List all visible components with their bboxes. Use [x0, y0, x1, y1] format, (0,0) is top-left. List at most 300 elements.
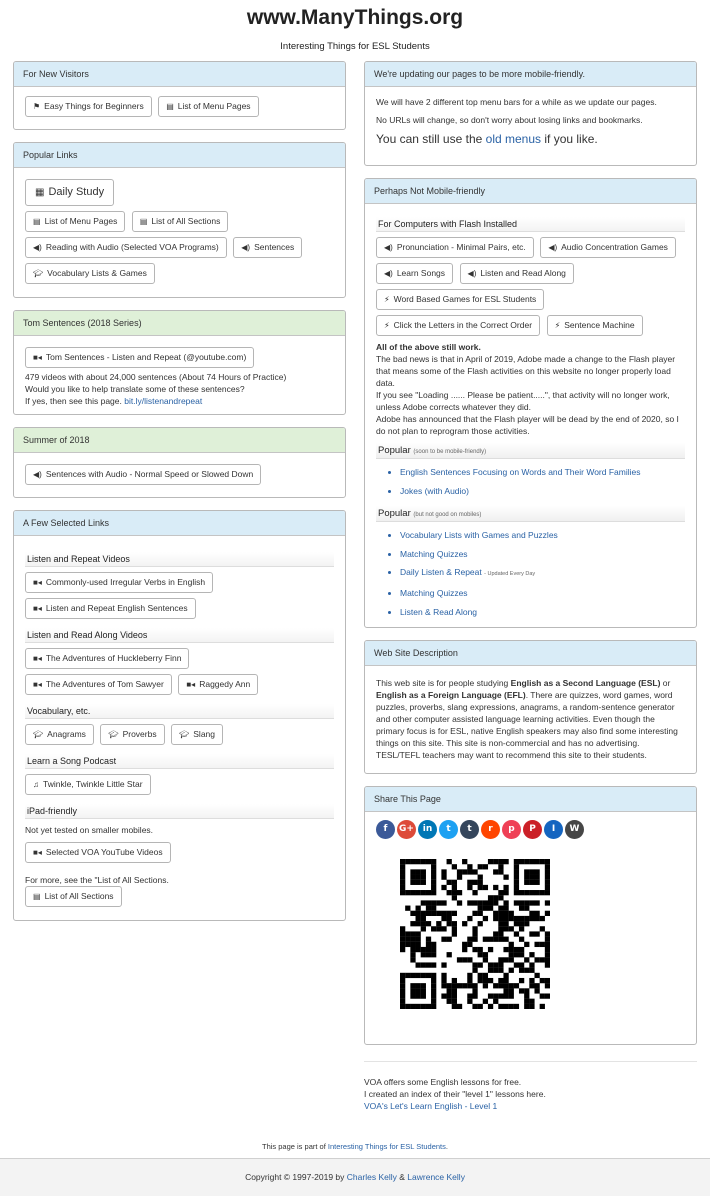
listen-read-heading: Listen and Read Along Videos [25, 628, 334, 643]
speaker-icon: ◀) [384, 243, 393, 252]
list-item[interactable]: • English Sentences Focusing on Words and Their Word Families [400, 463, 685, 482]
twitter-icon[interactable]: t [439, 820, 458, 839]
qr-module [421, 947, 426, 952]
qr-module [493, 916, 498, 921]
qr-module [472, 983, 477, 988]
qr-module [410, 937, 415, 942]
qr-module [529, 963, 534, 968]
qr-module [534, 942, 539, 947]
qr-module [400, 875, 405, 880]
qr-module [529, 978, 534, 983]
qr-module [540, 978, 545, 983]
qr-module [441, 978, 446, 983]
qr-module [514, 890, 519, 895]
qr-module [545, 864, 550, 869]
listenandrepeat-link[interactable]: bit.ly/listenandrepeat [124, 396, 203, 406]
qr-module [498, 906, 503, 911]
proverbs-button[interactable] [100, 724, 164, 745]
tom-sawyer-button[interactable] [25, 674, 172, 695]
list-item[interactable]: • Listen & Read Along [400, 603, 685, 622]
qr-module [514, 963, 519, 968]
qr-module [416, 870, 421, 875]
qr-module [540, 942, 545, 947]
qr-module [509, 988, 514, 993]
qr-module [503, 937, 508, 942]
qr-module [426, 859, 431, 864]
qr-module [498, 870, 503, 875]
qr-module [529, 911, 534, 916]
qr-module [524, 901, 529, 906]
qr-module [447, 999, 452, 1004]
qr-module [483, 978, 488, 983]
qr-module [514, 1004, 519, 1009]
qr-module [529, 901, 534, 906]
qr-module [488, 947, 493, 952]
reddit-icon[interactable]: r [481, 820, 500, 839]
speaker-icon: ◀) [33, 243, 42, 252]
twinkle-button[interactable] [25, 774, 151, 795]
list-menu-pages-button[interactable] [158, 96, 258, 117]
list-item[interactable] [400, 563, 685, 584]
tom-sentences-panel [13, 310, 346, 415]
qr-module [452, 978, 457, 983]
learn-songs-button[interactable] [376, 263, 453, 284]
qr-module [545, 952, 550, 957]
qr-module [488, 978, 493, 983]
list-item-label: Daily Listen & Repeat [400, 567, 482, 578]
qr-module [534, 901, 539, 906]
qr-module [534, 957, 539, 962]
qr-module [472, 994, 477, 999]
site-subtitle: Interesting Things for ESL Students [280, 41, 430, 52]
qr-module [457, 1004, 462, 1009]
click-letters-button[interactable] [376, 315, 540, 336]
qr-module [467, 994, 472, 999]
qr-module [493, 968, 498, 973]
qr-module [441, 875, 446, 880]
daily-study-button[interactable] [25, 179, 114, 206]
qr-module [410, 957, 415, 962]
qr-module [503, 859, 508, 864]
qr-module [524, 999, 529, 1004]
popular-list-1 [376, 463, 685, 500]
popular-list-2 [376, 526, 685, 621]
qr-module [529, 1004, 534, 1009]
qr-module [421, 875, 426, 880]
sentences-audio-button[interactable] [25, 464, 261, 485]
qr-module [410, 1004, 415, 1009]
update-line-1: We will have 2 different top menu bars for a while as we update our pages. [376, 97, 657, 107]
voa-line-2: I created an index of their "level 1" lessons here. [364, 1089, 546, 1099]
qr-module [498, 957, 503, 962]
esl-students-link[interactable]: Interesting Things for ESL Students [327, 1142, 446, 1151]
update-line-3-suffix: if you like. [544, 132, 598, 146]
qr-module [400, 942, 405, 947]
qr-module [400, 926, 405, 931]
qr-module [400, 994, 405, 999]
right-column [364, 61, 697, 1057]
irregular-verbs-button[interactable] [25, 572, 213, 593]
qr-module [400, 859, 405, 864]
qr-module [488, 963, 493, 968]
btn-label: Raggedy Ann [199, 679, 251, 689]
qr-module [400, 864, 405, 869]
qr-module [545, 947, 550, 952]
speaker-icon: ◀) [384, 269, 393, 278]
qr-module [493, 885, 498, 890]
list-menu-pages-button[interactable] [25, 211, 125, 232]
qr-module [467, 999, 472, 1004]
qr-module [529, 890, 534, 895]
qr-module [421, 901, 426, 906]
qr-module [514, 880, 519, 885]
qr-module [467, 901, 472, 906]
lawrence-kelly-link[interactable]: Lawrence Kelly [407, 1172, 465, 1182]
qr-module [400, 1004, 405, 1009]
qr-module [462, 942, 467, 947]
qr-module [431, 988, 436, 993]
qr-module [472, 890, 477, 895]
qr-module [545, 937, 550, 942]
qr-module [503, 973, 508, 978]
list-icon: ▤ [166, 102, 174, 111]
list-icon: ▤ [33, 217, 41, 226]
qr-module [431, 994, 436, 999]
qr-module [426, 963, 431, 968]
qr-module [447, 911, 452, 916]
voa-youtube-button[interactable] [25, 842, 171, 863]
qr-module [426, 973, 431, 978]
qr-module [493, 895, 498, 900]
speaker-icon: ◀) [467, 269, 477, 278]
qr-module [400, 978, 405, 983]
qr-module [441, 994, 446, 999]
qr-module [514, 947, 519, 952]
qr-module [498, 926, 503, 931]
qr-module [478, 880, 483, 885]
panel-header: A Few Selected Links [14, 511, 345, 536]
qr-module [519, 937, 524, 942]
qr-module [493, 932, 498, 937]
qr-module [478, 963, 483, 968]
pinterest-icon[interactable]: P [523, 820, 542, 839]
qr-module [431, 963, 436, 968]
qr-module [493, 963, 498, 968]
anagrams-button[interactable] [25, 724, 94, 745]
qr-module [426, 901, 431, 906]
qr-module [545, 994, 550, 999]
qr-module [509, 942, 514, 947]
qr-module [416, 937, 421, 942]
huckleberry-finn-button[interactable] [25, 648, 189, 669]
audio-concentration-button[interactable] [540, 237, 676, 258]
qr-module [421, 1004, 426, 1009]
popular-heading-1 [376, 443, 685, 459]
qr-module [410, 973, 415, 978]
qr-module [483, 973, 488, 978]
update-line-2: No URLs will change, so don't worry about losing links and bookmarks. [376, 115, 643, 125]
qr-module [493, 994, 498, 999]
qr-module [462, 957, 467, 962]
qr-module [483, 952, 488, 957]
qr-module [478, 947, 483, 952]
qr-module [436, 911, 441, 916]
qr-module [514, 864, 519, 869]
qr-module [405, 1004, 410, 1009]
qr-module [416, 880, 421, 885]
qr-module [498, 1004, 503, 1009]
qr-module [452, 988, 457, 993]
summer-2018-panel [13, 427, 346, 498]
qr-module [519, 968, 524, 973]
speaker-icon: ◀) [548, 243, 558, 252]
qr-module [498, 932, 503, 937]
qr-module [426, 952, 431, 957]
qr-module [524, 880, 529, 885]
vocabulary-lists-button[interactable] [25, 263, 155, 284]
qr-module [452, 880, 457, 885]
qr-module [431, 906, 436, 911]
update-line-3 [376, 131, 685, 147]
btn-label: List of All Sections [44, 891, 114, 901]
qr-module [545, 983, 550, 988]
qr-module [545, 870, 550, 875]
qr-module [514, 932, 519, 937]
qr-module [483, 999, 488, 1004]
sentences-button[interactable] [233, 237, 302, 258]
qr-module [452, 921, 457, 926]
qr-module [529, 880, 534, 885]
qr-module [410, 875, 415, 880]
qr-module [478, 864, 483, 869]
panel-header: Share This Page [365, 787, 696, 812]
video-camera-icon: ■◂ [33, 680, 42, 689]
qr-module [467, 880, 472, 885]
flash-heading: For Computers with Flash Installed [376, 217, 685, 232]
qr-module [441, 911, 446, 916]
qr-module [421, 926, 426, 931]
flash-para-2: If you see "Loading ...... Please be patient.....", that activity will no longer work, unless Adobe corrects whatever they did. [376, 390, 670, 412]
graduation-cap-icon: 🎓︎ [33, 269, 44, 278]
qr-module [540, 926, 545, 931]
word-games-button[interactable] [376, 289, 544, 310]
qr-module [467, 885, 472, 890]
qr-module [431, 1004, 436, 1009]
qr-module [488, 859, 493, 864]
qr-module [452, 885, 457, 890]
qr-module [529, 968, 534, 973]
graduation-cap-icon: 🎓︎ [179, 730, 190, 739]
qr-module [405, 937, 410, 942]
qr-module [493, 859, 498, 864]
qr-module [405, 859, 410, 864]
qr-module [498, 916, 503, 921]
qr-module [545, 859, 550, 864]
qr-module [519, 906, 524, 911]
list-all-sections-button[interactable] [25, 886, 122, 907]
qr-module [524, 906, 529, 911]
qr-module [436, 926, 441, 931]
easy-things-button[interactable] [25, 96, 152, 117]
qr-module [478, 901, 483, 906]
btn-label: List of Menu Pages [177, 101, 251, 111]
btn-label: Commonly-used Irregular Verbs in English [45, 577, 206, 587]
qr-module [493, 999, 498, 1004]
qr-module [534, 973, 539, 978]
qr-module [447, 859, 452, 864]
qr-module [483, 864, 488, 869]
google-plus-icon[interactable]: G+ [397, 820, 416, 839]
qr-module [472, 932, 477, 937]
qr-module [534, 932, 539, 937]
qr-module [524, 942, 529, 947]
qr-module [416, 932, 421, 937]
qr-module [416, 1004, 421, 1009]
qr-module [509, 957, 514, 962]
qr-module [410, 880, 415, 885]
qr-module [431, 947, 436, 952]
qr-module [509, 983, 514, 988]
list-item[interactable]: • Matching Quizzes [400, 545, 685, 564]
qr-module [462, 870, 467, 875]
list-item[interactable]: • Jokes (with Audio) [400, 482, 685, 501]
old-menus-link[interactable]: old menus [485, 132, 542, 146]
qr-module [529, 952, 534, 957]
qr-module [441, 870, 446, 875]
qr-module [503, 906, 508, 911]
qr-module [416, 875, 421, 880]
btn-label: Tom Sentences - Listen and Repeat (@youtube.com) [45, 352, 247, 362]
facebook-icon[interactable]: f [376, 820, 395, 839]
panel-header: Tom Sentences (2018 Series) [14, 311, 345, 336]
qr-module [524, 875, 529, 880]
footnote-suffix: . [445, 1142, 448, 1151]
qr-module [503, 885, 508, 890]
qr-module [421, 973, 426, 978]
charles-kelly-link[interactable]: Charles Kelly [346, 1172, 397, 1182]
more-sections-text: For more, see the "List of All Sections. [25, 875, 169, 885]
qr-module [514, 859, 519, 864]
list-item[interactable]: • Vocabulary Lists with Games and Puzzles [400, 526, 685, 545]
qr-module [524, 968, 529, 973]
qr-module [514, 901, 519, 906]
video-camera-icon: ■◂ [33, 654, 42, 663]
qr-module [452, 895, 457, 900]
list-item[interactable]: • Matching Quizzes [400, 584, 685, 603]
qr-module [462, 859, 467, 864]
qr-module [514, 921, 519, 926]
left-column [13, 61, 346, 933]
qr-module [503, 890, 508, 895]
reading-audio-button[interactable] [25, 237, 227, 258]
qr-module [410, 890, 415, 895]
graduation-cap-icon: 🎓︎ [108, 730, 119, 739]
qr-module [410, 870, 415, 875]
wordpress-icon[interactable]: W [565, 820, 584, 839]
qr-module [400, 870, 405, 875]
qr-module [540, 890, 545, 895]
linkedin-icon[interactable]: in [418, 820, 437, 839]
qr-module [431, 864, 436, 869]
tom-line-2: Would you like to help translate some of these sentences? [25, 384, 245, 394]
pronunciation-button[interactable] [376, 237, 534, 258]
qr-module [498, 859, 503, 864]
lightning-icon: ⚡︎ [384, 295, 390, 304]
qr-module [472, 1004, 477, 1009]
qr-module [524, 1004, 529, 1009]
btn-label: Word Based Games for ESL Students [393, 294, 537, 304]
qr-module [514, 870, 519, 875]
qr-module [457, 870, 462, 875]
qr-module [410, 947, 415, 952]
listen-repeat-heading: Listen and Repeat Videos [25, 552, 334, 567]
pocket-icon[interactable]: p [502, 820, 521, 839]
qr-module [410, 921, 415, 926]
slang-button[interactable] [171, 724, 223, 745]
tom-sentences-button[interactable] [25, 347, 254, 368]
qr-module [431, 885, 436, 890]
qr-module [447, 890, 452, 895]
list-icon: ▤ [139, 217, 148, 226]
qr-module [452, 983, 457, 988]
sentence-machine-button[interactable] [547, 315, 643, 336]
qr-module [467, 978, 472, 983]
video-camera-icon: ■◂ [33, 578, 42, 587]
qr-module [426, 890, 431, 895]
qr-module [524, 994, 529, 999]
btn-label: Easy Things for Beginners [44, 101, 144, 111]
qr-module [441, 937, 446, 942]
flag-icon: ⚑ [33, 102, 41, 111]
qr-module [400, 988, 405, 993]
qr-module [400, 973, 405, 978]
calendar-icon: ▦ [35, 187, 45, 198]
btn-label: Reading with Audio (Selected VOA Programs) [45, 242, 219, 252]
qr-module [452, 911, 457, 916]
qr-module [540, 994, 545, 999]
qr-module [524, 916, 529, 921]
qr-module [498, 937, 503, 942]
qr-module [519, 947, 524, 952]
qr-module [410, 983, 415, 988]
listen-read-along-button[interactable] [460, 263, 574, 284]
qr-module [431, 942, 436, 947]
listen-repeat-sentences-button[interactable] [25, 598, 196, 619]
qr-module [431, 875, 436, 880]
btn-label: Pronunciation - Minimal Pairs, etc. [396, 242, 526, 252]
qr-module [452, 926, 457, 931]
qr-module [416, 859, 421, 864]
qr-module [529, 916, 534, 921]
qr-module [478, 1004, 483, 1009]
btn-label: Audio Concentration Games [561, 242, 668, 252]
list-all-sections-button[interactable] [132, 211, 229, 232]
qr-module [483, 916, 488, 921]
qr-module [447, 937, 452, 942]
qr-module [452, 890, 457, 895]
qr-module [534, 988, 539, 993]
qr-module [493, 870, 498, 875]
qr-module [447, 988, 452, 993]
voa-link[interactable]: VOA's Let's Learn English - Level 1 [364, 1101, 498, 1111]
raggedy-ann-button[interactable] [178, 674, 258, 695]
tumblr-icon[interactable]: t [460, 820, 479, 839]
qr-module [493, 983, 498, 988]
instapaper-icon[interactable]: I [544, 820, 563, 839]
graduation-cap-icon: 🎓︎ [33, 730, 44, 739]
qr-module [509, 947, 514, 952]
qr-module [431, 983, 436, 988]
